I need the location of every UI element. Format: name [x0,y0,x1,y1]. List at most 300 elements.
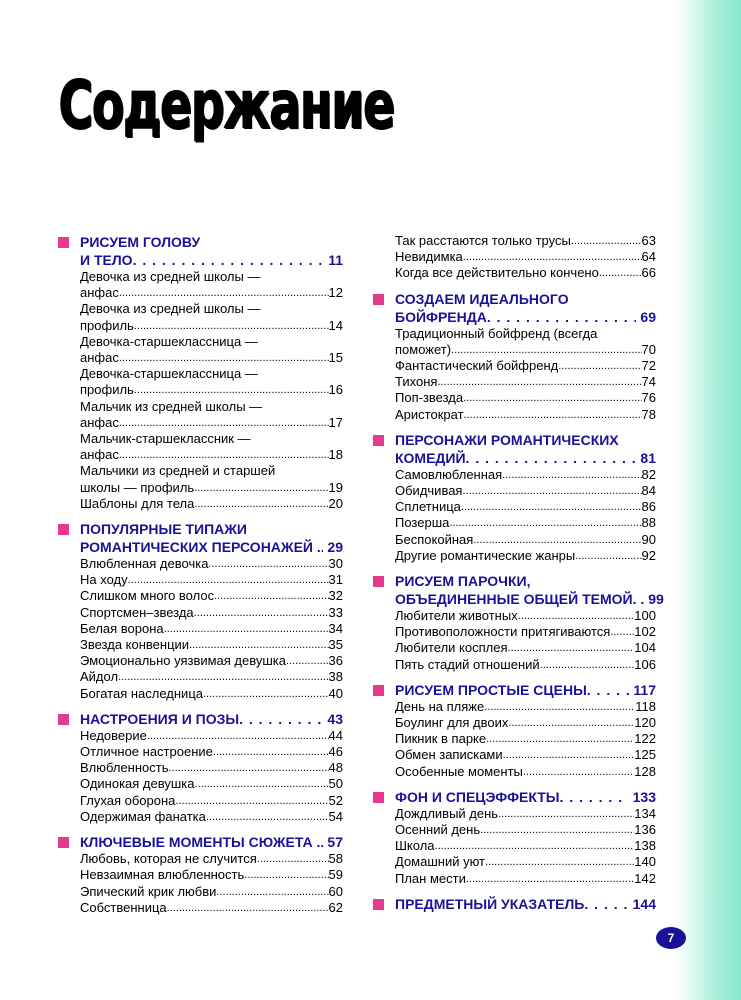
toc-entry-text: Мальчик-старшеклассник — [80,431,251,447]
toc-entry-line [80,744,343,760]
toc-entry-page: 20 [328,495,343,511]
toc-entry[interactable] [395,699,656,715]
section-title-line [395,290,656,308]
pink-square-marker-icon [58,524,69,535]
dot-leader [194,605,329,621]
toc-entry-page: 128 [634,763,656,779]
toc-entry-text: Фантастический бойфренд [395,358,559,374]
toc-entry-line [80,447,343,463]
toc-entry-page: 104 [634,640,656,656]
toc-section [373,788,656,887]
toc-entry-text: анфас [80,350,119,366]
toc-entry[interactable] [395,499,656,515]
toc-entry-text: анфас [80,285,119,301]
toc-entry[interactable] [395,871,656,887]
toc-entry-page: 17 [328,414,343,430]
section-title-text: ПРЕДМЕТНЫЙ УКАЗАТЕЛЬ [395,895,585,912]
dot-leader [487,308,637,326]
toc-entry-text: Обмен записками [395,747,503,763]
toc-entry-text: Мальчик из средней школы — [80,398,263,414]
section-page: 57 [327,834,343,851]
toc-entry-text: Глухая оборона [80,792,176,808]
toc-section [58,520,343,702]
toc-entry-line [80,318,343,334]
section-page: 43 [327,710,343,727]
toc-section [58,710,343,825]
toc-entry-page: 63 [641,233,656,248]
toc-entry-text: анфас [80,414,119,430]
toc-entry-line [80,415,343,431]
toc-entry[interactable] [395,822,656,838]
dot-leader [147,728,329,744]
toc-entry-text: День на пляже [395,698,485,714]
section-heading[interactable] [58,710,343,728]
toc-entry[interactable] [80,269,343,301]
toc-entry[interactable] [395,657,656,673]
toc-entry[interactable] [80,867,343,883]
toc-entry[interactable] [395,640,656,656]
toc-entry-line [395,358,656,374]
toc-entry[interactable] [395,838,656,854]
toc-entry-text: План мести [395,870,466,886]
toc-entry-line [80,605,343,621]
toc-entry-text: Обидчивая [395,483,463,499]
toc-entry-line [395,838,656,854]
section-title-line [80,251,343,269]
section-title-line [395,895,656,913]
toc-entry[interactable] [80,366,343,398]
toc-entry-page: 64 [641,249,656,265]
toc-entry-text: Сплетница [395,499,461,515]
section-title-line [80,520,343,538]
section-page: 69 [640,308,656,325]
toc-entry-list [373,608,656,673]
toc-entry[interactable] [80,399,343,431]
dot-leader [518,608,635,624]
toc-entry-text: Айдол [80,669,119,685]
section-page: 81 [640,449,656,466]
dot-leader [540,657,635,673]
pink-square-marker-icon [373,899,384,910]
toc-entry-line [395,806,656,822]
toc-entry[interactable] [395,764,656,780]
toc-entry-line [80,884,343,900]
toc-entry-text: Девочка из средней школы — [80,301,261,317]
toc-entry-text: Школа [395,838,435,854]
toc-entry-page: 122 [634,731,656,747]
dot-leader [286,653,329,669]
section-title-text: ПОПУЛЯРНЫЕ ТИПАЖИ [80,521,247,538]
toc-entry-line [395,822,656,838]
toc-entry[interactable] [80,728,343,744]
toc-entry-text: Отличное настроение [80,744,213,760]
toc-entry[interactable] [80,686,343,702]
dot-leader [587,681,630,699]
toc-entry-text: Звезда конвенции [80,637,190,653]
dot-leader [239,710,323,728]
toc-entry-line [395,624,656,640]
toc-entry-text: Когда все действительно кончено [395,265,599,281]
toc-entry[interactable] [395,265,656,281]
toc-entry-line [80,382,343,398]
toc-entry-line [80,621,343,637]
dot-leader [599,265,642,281]
toc-entry-line [80,480,343,496]
toc-entry-page: 134 [634,805,656,821]
dot-leader [523,764,634,780]
toc-entry-text: Влюбленная девочка [80,556,209,572]
toc-entry-text: Беспокойная [395,531,474,547]
toc-entry[interactable] [395,806,656,822]
dot-leader [213,744,329,760]
toc-entry-text: На ходу [80,572,128,588]
toc-entry-page: 15 [328,350,343,366]
toc-entry-line [80,686,343,702]
toc-entry-text: школы — профиль [80,479,195,495]
toc-entry-line [80,669,343,685]
toc-entry-page: 70 [641,341,656,357]
toc-entry-line [395,483,656,499]
section-title-text: ОБЪЕДИНЕННЫЕ ОБЩЕЙ ТЕМОЙ. . [395,591,645,608]
toc-entry[interactable] [395,390,656,406]
toc-entry-line [80,350,343,366]
toc-entry-text: Аристократ [395,406,464,422]
toc-entry[interactable] [80,556,343,572]
toc-entry-line [80,285,343,301]
toc-entry-page: 138 [634,838,656,854]
toc-entry-text: поможет) [395,341,452,357]
toc-entry-page: 136 [634,822,656,838]
toc-entry[interactable] [80,884,343,900]
toc-entry-line [80,851,343,867]
toc-entry-text: анфас [80,447,119,463]
toc-entry-page: 30 [328,556,343,572]
section-heading[interactable] [373,431,656,467]
toc-entry-text: Дождливый день [395,805,499,821]
toc-entry-line [395,532,656,548]
section-title-text: КОМЕДИЙ [395,449,466,466]
section-heading[interactable] [373,290,656,326]
toc-section [373,895,656,913]
toc-entry[interactable] [395,747,656,763]
dot-leader [508,640,635,656]
toc-entry-line [395,515,656,531]
dot-leader [560,788,629,806]
toc-entry-page: 78 [641,406,656,422]
toc-entry-line [80,809,343,825]
pink-square-marker-icon [373,294,384,305]
toc-entry-text: Боулинг для двоих [395,715,509,731]
dot-leader [486,731,634,747]
toc-entry-page: 59 [328,867,343,883]
toc-section [373,431,656,564]
toc-entry-text: Спортсмен–звезда [80,604,194,620]
dot-leader [257,851,329,867]
dot-leader [128,572,329,588]
toc-entry[interactable] [395,548,656,564]
section-title-text: КЛЮЧЕВЫЕ МОМЕНТЫ СЮЖЕТА . [80,834,321,851]
toc-entry-text: профиль [80,382,134,398]
toc-entry-text: Эмоционально уязвимая девушка [80,653,287,669]
dot-leader [485,854,634,870]
toc-section [373,681,656,780]
toc-entry[interactable] [395,715,656,731]
dot-leader [466,449,637,467]
toc-entry-page: 48 [328,760,343,776]
toc-entry-page: 142 [634,870,656,886]
dot-leader [508,715,634,731]
toc-entry-line [395,548,656,564]
dot-leader [463,390,641,406]
section-heading[interactable] [58,833,343,851]
toc-entry-line [395,715,656,731]
toc-entry-page: 44 [328,727,343,743]
toc-entry[interactable] [80,793,343,809]
toc-entry[interactable] [80,621,343,637]
dot-leader [480,822,634,838]
dot-leader [195,776,329,792]
section-title-text: РОМАНТИЧЕСКИХ ПЕРСОНАЖЕЙ . [80,539,321,556]
toc-entry[interactable] [80,760,343,776]
toc-left-column [58,233,343,924]
toc-entry[interactable] [395,467,656,483]
dot-leader [214,588,328,604]
dot-leader [189,637,328,653]
toc-entry-line [395,265,656,281]
toc-entry-text: Мальчики из средней и старшей [80,463,276,479]
dot-leader [449,515,641,531]
toc-entry-text: Любовь, которая не случится [80,851,257,867]
dot-leader [175,793,328,809]
toc-entry-page: 58 [328,851,343,867]
toc-entry-page: 82 [641,466,656,482]
toc-section [373,572,664,673]
toc-entry-page: 125 [634,747,656,763]
toc-entry-list [373,699,656,780]
toc-entry[interactable] [395,608,656,624]
dot-leader [461,499,642,515]
dot-leader [584,895,628,913]
toc-entry-line [395,747,656,763]
toc-entry[interactable] [80,496,343,512]
toc-entry[interactable] [395,407,656,423]
section-title-text: ФОН И СПЕЦЭФФЕКТЫ [395,788,560,805]
toc-entry-page: 74 [641,374,656,390]
toc-entry-text: Особенные моменты [395,763,523,779]
toc-entry[interactable] [80,744,343,760]
toc-entry-line [395,390,656,406]
dot-leader [575,548,641,564]
toc-entry-text: Так расстаются только трусы [395,233,571,248]
dot-leader [610,624,634,640]
toc-entry-page: 120 [634,715,656,731]
toc-entry-text: Домашний уют [395,854,486,870]
toc-entry-text: Любители животных [395,608,518,624]
toc-entry-text: Девочка-старшеклассница — [80,366,258,382]
toc-right-column [373,233,664,921]
toc-entry-text: Тихоня [395,374,438,390]
toc-entry-line [80,776,343,792]
toc-entry-text: Любители косплея [395,640,508,656]
toc-entry-line [395,871,656,887]
pink-square-marker-icon [373,685,384,696]
toc-entry[interactable] [80,572,343,588]
toc-entry[interactable] [80,637,343,653]
toc-entry-line [395,640,656,656]
toc-entry[interactable] [80,776,343,792]
section-heading[interactable] [373,788,656,806]
dot-leader [244,867,328,883]
toc-entry-line [395,608,656,624]
toc-entry-page: 62 [328,899,343,915]
toc-entry[interactable] [395,532,656,548]
toc-entry-line [395,374,656,390]
toc-entry-line [395,854,656,870]
toc-entry-text: Осенний день [395,822,481,838]
toc-entry-text: Одинокая девушка [80,776,195,792]
toc-entry[interactable] [80,463,343,495]
toc-entry-page: 32 [328,588,343,604]
toc-entry-line [395,249,656,265]
dot-leader [169,760,329,776]
toc-entry-line [395,657,656,673]
toc-entry-line [395,233,656,249]
dot-leader [119,350,329,366]
toc-entry-text: Собственница [80,899,167,915]
dot-leader [203,686,329,702]
section-title-line [80,538,343,556]
dot-leader [206,809,329,825]
toc-entry[interactable] [80,334,343,366]
toc-entry-line [80,728,343,744]
section-heading[interactable] [58,520,343,556]
dot-leader [498,806,634,822]
toc-entry-page: 31 [328,572,343,588]
toc-entry[interactable] [80,900,343,916]
dot-leader [437,374,641,390]
section-title-line [395,788,656,806]
section-heading[interactable] [373,572,664,608]
toc-entry-page: 50 [328,776,343,792]
toc-entry-text: Самовлюбленная [395,466,503,482]
section-heading[interactable] [373,681,656,699]
toc-entry[interactable] [80,301,343,333]
section-title-line [395,308,656,326]
section-title-text: СОЗДАЕМ ИДЕАЛЬНОГО [395,290,569,307]
section-heading[interactable] [58,233,343,269]
toc-entry[interactable] [395,731,656,747]
toc-entry-list [373,233,656,282]
toc-entry-list [373,326,656,423]
toc-entry-list [58,728,343,825]
toc-entry-page: 76 [641,390,656,406]
pink-square-marker-icon [58,714,69,725]
toc-entry[interactable] [395,249,656,265]
side-gradient-bar [675,0,741,1000]
toc-entry-text: Эпический крик любви [80,883,217,899]
dot-leader [451,342,641,358]
toc-entry-page: 72 [641,358,656,374]
toc-entry-text: Другие романтические жанры [395,547,576,563]
dot-leader [208,556,328,572]
section-page: 117 [633,681,656,698]
toc-entry[interactable] [80,669,343,685]
section-title-line [80,833,343,851]
toc-entry[interactable] [395,624,656,640]
toc-entry[interactable] [80,431,343,463]
toc-entry-page: 34 [328,620,343,636]
dot-leader [119,285,329,301]
dot-leader [194,480,328,496]
toc-entry-line [395,342,656,358]
toc-entry[interactable] [395,374,656,390]
toc-entry[interactable] [395,358,656,374]
pink-square-marker-icon [58,237,69,248]
section-title-text: РИСУЕМ ПАРОЧКИ, [395,573,531,590]
toc-entry-page: 16 [328,382,343,398]
section-title-line [395,681,656,699]
dot-leader [167,900,329,916]
toc-entry-page: 33 [328,604,343,620]
dot-leader [462,483,641,499]
dot-leader [118,669,328,685]
toc-entry-page: 54 [328,808,343,824]
toc-entry-list [58,269,343,512]
toc-entry-text: Девочка из средней школы — [80,269,261,284]
toc-entry-page: 86 [641,499,656,515]
toc-entry[interactable] [80,588,343,604]
toc-entry[interactable] [80,809,343,825]
toc-section [58,233,343,512]
toc-entry-page: 66 [641,265,656,281]
toc-entry-text: Невзаимная влюбленность [80,867,245,883]
dot-leader [503,747,635,763]
toc-entry[interactable] [395,483,656,499]
dot-leader [216,884,328,900]
toc-entry-page: 90 [641,531,656,547]
toc-entry-page: 92 [641,547,656,563]
toc-entry-page: 46 [328,744,343,760]
toc-entry-line [395,731,656,747]
toc-entry-list [373,806,656,887]
toc-entry-line [80,496,343,512]
toc-entry[interactable] [395,854,656,870]
toc-entry[interactable] [395,326,656,358]
section-title-text: ПЕРСОНАЖИ РОМАНТИЧЕСКИХ [395,431,619,448]
dot-leader [134,382,329,398]
toc-entry-page: 88 [641,515,656,531]
toc-entry-page: 100 [634,608,656,624]
toc-entry-text: Шаблоны для тела [80,495,195,511]
toc-entry-line [80,653,343,669]
toc-entry[interactable] [80,851,343,867]
toc-entry[interactable] [395,233,656,249]
toc-entry-line [395,499,656,515]
section-heading[interactable] [373,895,656,913]
toc-entry-page: 52 [328,792,343,808]
section-title-line [395,449,656,467]
dot-leader [164,621,329,637]
section-page: 29 [327,539,343,556]
toc-entry[interactable] [80,605,343,621]
toc-entry-page: 60 [328,883,343,899]
toc-entry-line [80,572,343,588]
section-page: 11 [328,252,343,268]
toc-entry[interactable] [395,515,656,531]
toc-entry-page: 12 [328,285,343,301]
toc-entry-page: 38 [328,669,343,685]
toc-entry[interactable] [80,653,343,669]
